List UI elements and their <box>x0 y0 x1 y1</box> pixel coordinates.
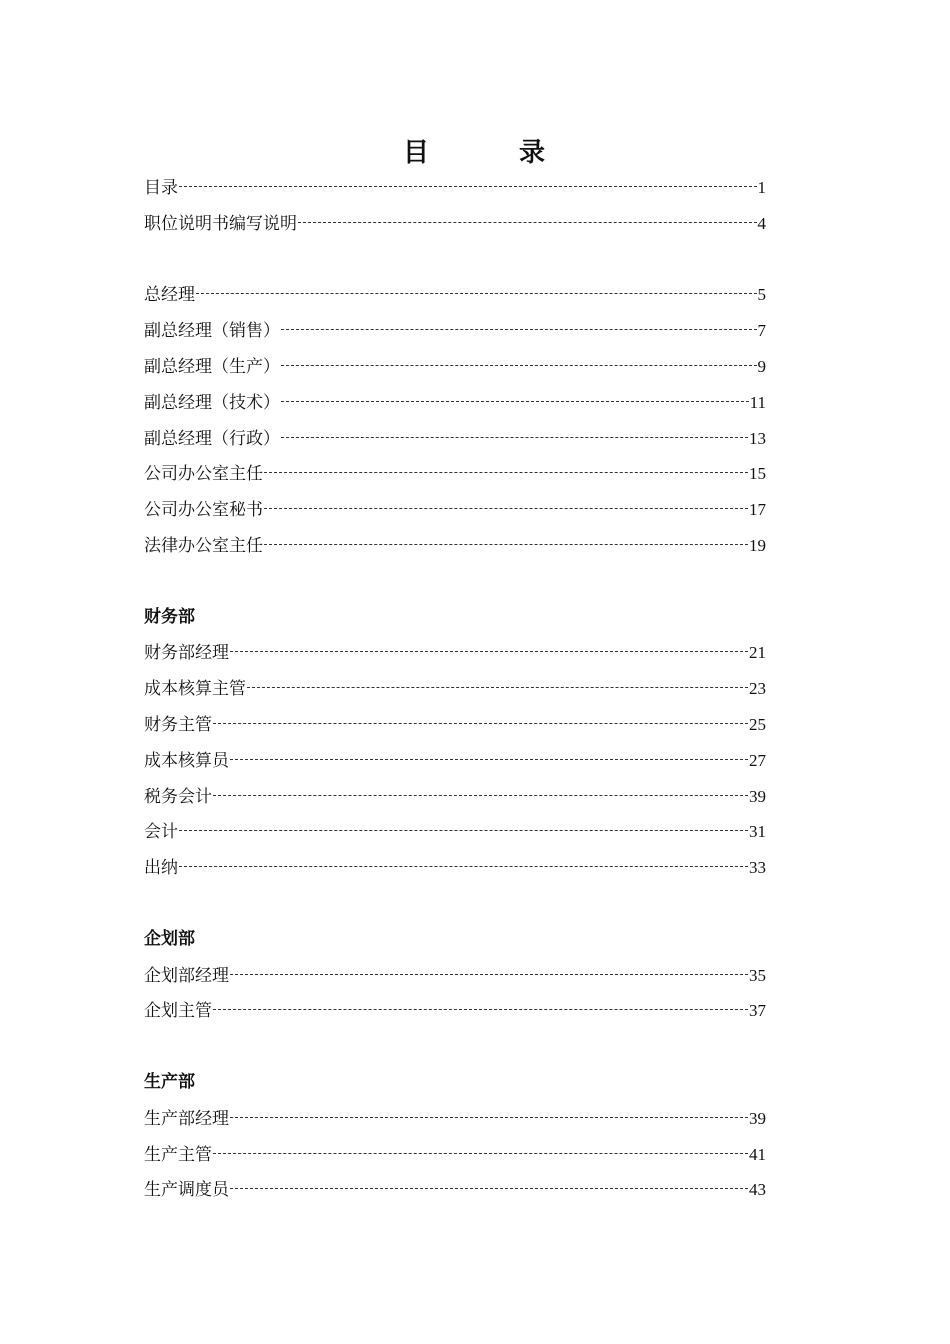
toc-entry-label: 法律办公室主任 <box>144 535 263 556</box>
toc-entry[interactable] <box>144 671 766 707</box>
dot-leader <box>281 329 757 330</box>
toc-entry-label: 税务会计 <box>144 786 212 807</box>
toc-page-number: 5 <box>757 285 766 305</box>
toc-page-number: 7 <box>757 321 766 341</box>
section-spacer <box>144 564 766 600</box>
toc-page-number: 39 <box>749 786 766 806</box>
dot-leader <box>179 866 748 867</box>
toc-entry[interactable] <box>144 779 766 815</box>
toc-entry[interactable] <box>144 277 766 313</box>
toc-page-number: 33 <box>749 858 766 878</box>
toc-entry-label: 生产调度员 <box>144 1180 229 1201</box>
toc-entry[interactable] <box>144 206 766 242</box>
dot-leader <box>264 544 748 545</box>
dot-leader <box>281 437 748 438</box>
section-spacer <box>144 886 766 922</box>
toc-page-number: 11 <box>749 392 766 412</box>
toc-page-number: 25 <box>749 714 766 734</box>
toc-entry[interactable] <box>144 170 766 206</box>
toc-page-number: 21 <box>749 643 766 663</box>
toc-entry-label: 副总经理（销售） <box>144 321 280 342</box>
toc-entry[interactable] <box>144 958 766 994</box>
toc-page-number: 35 <box>749 965 766 985</box>
toc-page-number: 31 <box>749 822 766 842</box>
dot-leader <box>179 830 748 831</box>
toc-entry-label: 副总经理（技术） <box>144 392 280 413</box>
toc-entry-label: 生产主管 <box>144 1144 212 1165</box>
table-of-contents <box>144 170 766 1208</box>
toc-entry[interactable] <box>144 814 766 850</box>
toc-entry[interactable] <box>144 528 766 564</box>
section-heading-production: 生产部 <box>144 1071 195 1092</box>
toc-page-number: 23 <box>749 679 766 699</box>
section-spacer <box>144 1029 766 1065</box>
title-char: 录 <box>519 138 548 168</box>
toc-entry-label: 会计 <box>144 822 178 843</box>
toc-entry[interactable] <box>144 456 766 492</box>
toc-page-number: 17 <box>749 500 766 520</box>
toc-entry[interactable] <box>144 349 766 385</box>
toc-entry[interactable] <box>144 421 766 457</box>
toc-page-number: 15 <box>749 464 766 484</box>
dot-leader <box>281 401 749 402</box>
toc-entry-label: 副总经理（行政） <box>144 428 280 449</box>
toc-entry-label: 出纳 <box>144 858 178 879</box>
page-title <box>0 132 950 169</box>
toc-entry-label: 企划部经理 <box>144 965 229 986</box>
toc-entry-label: 生产部经理 <box>144 1108 229 1129</box>
dot-leader <box>230 1117 748 1118</box>
toc-entry-label: 财务部经理 <box>144 643 229 664</box>
dot-leader <box>230 759 748 760</box>
dot-leader <box>213 1153 748 1154</box>
dot-leader <box>213 795 748 796</box>
section-spacer <box>144 242 766 278</box>
dot-leader <box>196 293 757 294</box>
toc-page-number: 37 <box>749 1001 766 1021</box>
toc-entry[interactable] <box>144 313 766 349</box>
toc-entry[interactable] <box>144 1101 766 1137</box>
toc-entry-label: 总经理 <box>144 285 195 306</box>
toc-page-number: 1 <box>757 178 766 197</box>
toc-entry[interactable] <box>144 492 766 528</box>
toc-entry[interactable] <box>144 385 766 421</box>
dot-leader <box>247 687 748 688</box>
toc-page-number: 13 <box>749 428 766 448</box>
toc-entry[interactable] <box>144 1137 766 1173</box>
dot-leader <box>179 186 757 187</box>
dot-leader <box>281 365 757 366</box>
toc-entry-label: 财务主管 <box>144 714 212 735</box>
toc-entry-label: 成本核算员 <box>144 750 229 771</box>
dot-leader <box>230 974 748 975</box>
section-heading-planning: 企划部 <box>144 928 195 949</box>
toc-entry[interactable] <box>144 1172 766 1208</box>
toc-page-number: 19 <box>749 535 766 555</box>
toc-entry[interactable] <box>144 707 766 743</box>
toc-entry[interactable] <box>144 743 766 779</box>
toc-entry-label: 职位说明书编写说明 <box>144 213 297 234</box>
dot-leader <box>264 508 748 509</box>
toc-entry[interactable] <box>144 850 766 886</box>
toc-entry-label: 副总经理（生产） <box>144 356 280 377</box>
dot-leader <box>213 723 748 724</box>
dot-leader <box>298 222 757 223</box>
toc-entry-label: 企划主管 <box>144 1001 212 1022</box>
toc-entry-label: 公司办公室主任 <box>144 464 263 485</box>
toc-entry[interactable] <box>144 993 766 1029</box>
dot-leader <box>264 472 748 473</box>
section-heading-finance: 财务部 <box>144 606 195 627</box>
dot-leader <box>230 651 748 652</box>
toc-page-number: 4 <box>757 213 766 233</box>
toc-entry-label: 成本核算主管 <box>144 679 246 700</box>
toc-page-number: 39 <box>749 1108 766 1128</box>
toc-entry-label: 公司办公室秘书 <box>144 500 263 521</box>
toc-page-number: 41 <box>749 1144 766 1164</box>
toc-page-number: 27 <box>749 750 766 770</box>
title-char: 目 <box>402 138 431 168</box>
dot-leader <box>230 1188 748 1189</box>
toc-page-number: 9 <box>757 356 766 376</box>
dot-leader <box>213 1009 748 1010</box>
toc-entry[interactable] <box>144 635 766 671</box>
toc-page-number: 43 <box>749 1180 766 1200</box>
toc-entry-label: 目录 <box>144 178 178 198</box>
